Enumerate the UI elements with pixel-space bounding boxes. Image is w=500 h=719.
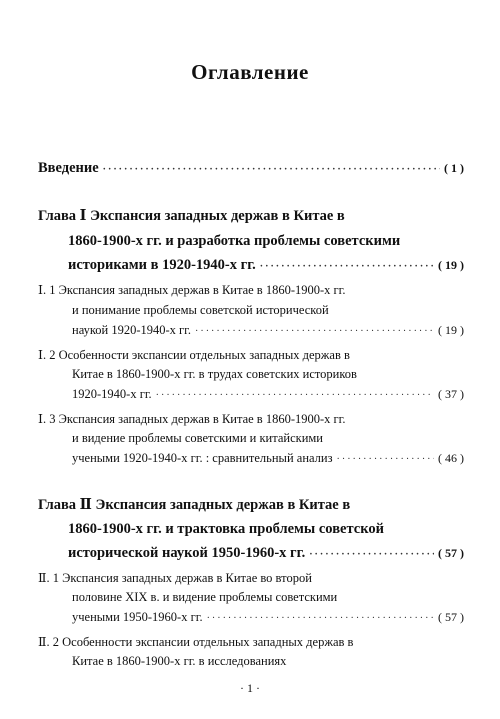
- chapter-1-line-2: [68, 233, 400, 250]
- section-1-3-title: Ⅰ. 3 Экспансия западных держав в Китае в 1860-1900-х гг.: [38, 412, 346, 426]
- section-2-1-line-3: [72, 610, 464, 625]
- chapter-2-line-1: [38, 496, 350, 514]
- section-1-1-title-cont: и понимание проблемы советской исторической: [72, 303, 329, 317]
- section-1-3-line-1: [38, 411, 346, 427]
- chapter-2-title-end: исторической наукой 1950-1960-х гг.: [68, 545, 306, 561]
- chapter-1-title-end: историками в 1920-1940-х гг.: [68, 257, 256, 273]
- page-number: ( 37 ): [438, 387, 464, 401]
- section-2-1-title: Ⅱ. 1 Экспансия западных держав в Китае во второй: [38, 571, 312, 585]
- page-number: ( 19 ): [438, 323, 464, 337]
- section-2-2-line-1: [38, 634, 353, 650]
- page-title: Оглавление: [191, 60, 309, 84]
- section-1-1-title: Ⅰ. 1 Экспансия западных держав в Китае в 1860-1900-х гг.: [38, 283, 346, 297]
- dot-leader: [309, 549, 434, 560]
- page-number: ( 57 ): [438, 610, 464, 624]
- toc-entry-label: Введение: [38, 160, 99, 176]
- dot-leader: [195, 326, 434, 337]
- page-number: ( 19 ): [438, 258, 464, 272]
- section-2-1-line-2: [72, 590, 337, 605]
- dot-leader: [207, 613, 434, 624]
- section-1-2-line-1: [38, 347, 350, 363]
- dot-leader: [156, 390, 434, 401]
- section-1-1-line-1: [38, 282, 346, 298]
- section-2-2-title: Ⅱ. 2 Особенности экспансии отдельных западных держав в: [38, 635, 354, 649]
- chapter-2-line-2: [68, 521, 384, 538]
- page-number: ( 57 ): [438, 546, 464, 560]
- section-2-1-line-1: [38, 570, 312, 586]
- section-1-3-title-end: учеными 1920-1940-х гг. : сравнительный анализ: [72, 451, 333, 465]
- section-1-3-line-2: [72, 431, 323, 446]
- chapter-2-line-3: [68, 545, 464, 562]
- chapter-2-title-cont: 1860-1900-х гг. и трактовка проблемы советской: [68, 521, 384, 537]
- page-footer-number: · 1 ·: [240, 681, 260, 695]
- section-1-2-title-cont: Китае в 1860-1900-х гг. в трудах советских историков: [72, 367, 357, 381]
- section-2-2-title-cont: Китае в 1860-1900-х гг. в исследованиях: [72, 654, 287, 668]
- chapter-1-line-1: [38, 207, 345, 225]
- section-1-2-title: Ⅰ. 2 Особенности экспансии отдельных западных держав в: [38, 348, 350, 362]
- chapter-1-line-3: [68, 257, 464, 274]
- section-1-1-title-end: наукой 1920-1940-х гг.: [72, 323, 192, 337]
- section-1-1-line-3: [72, 323, 464, 338]
- section-1-2-line-2: [72, 367, 357, 382]
- chapter-1-title: Глава Ⅰ Экспансия западных держав в Китае в: [38, 208, 345, 224]
- section-1-2-line-3: [72, 387, 464, 402]
- section-1-1-line-2: [72, 303, 329, 318]
- section-1-3-title-cont: и видение проблемы советскими и китайскими: [72, 431, 323, 445]
- dot-leader: [103, 164, 440, 175]
- page-number: ( 1 ): [444, 161, 464, 175]
- section-2-2-line-2: [72, 654, 286, 669]
- section-2-1-title-end: учеными 1950-1960-х гг.: [72, 610, 203, 624]
- chapter-2-title: Глава Ⅱ Экспансия западных держав в Китае в: [38, 497, 351, 513]
- section-1-3-line-3: [72, 451, 464, 466]
- dot-leader: [260, 261, 434, 272]
- chapter-1-title-cont: 1860-1900-х гг. и разработка проблемы советскими: [68, 233, 401, 249]
- dot-leader: [337, 454, 434, 465]
- section-2-1-title-cont: половине XIX в. и видение проблемы советскими: [72, 590, 338, 604]
- toc-entry-intro: [38, 160, 464, 177]
- page-number: ( 46 ): [438, 451, 464, 465]
- section-1-2-title-end: 1920-1940-х гг.: [72, 387, 152, 401]
